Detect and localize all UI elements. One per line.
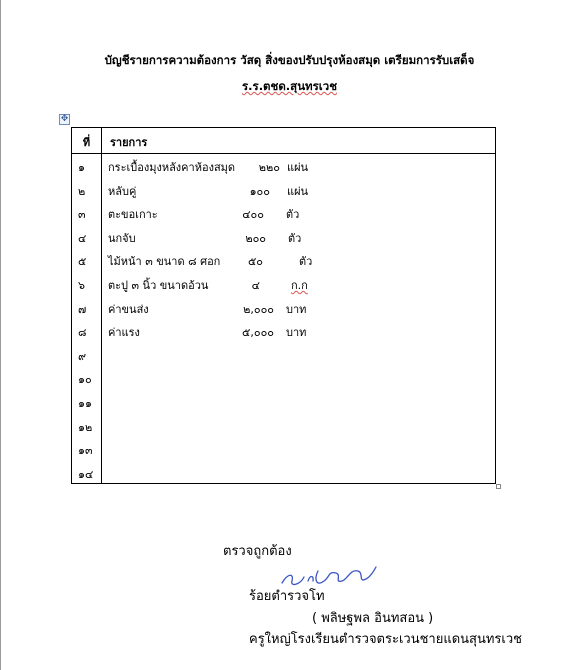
row-unit: บาท	[286, 302, 307, 316]
school-name	[0, 78, 579, 96]
row-quantity: ๔	[251, 279, 260, 292]
row-quantity: ๒,๐๐๐	[243, 302, 274, 316]
row-unit: ก.ก	[291, 279, 308, 292]
row-quantity: ๔๐๐	[242, 208, 264, 222]
row-unit: แผ่น	[287, 184, 309, 198]
row-unit: ตัว	[288, 231, 302, 245]
header-divider	[72, 153, 495, 154]
table-row	[72, 441, 495, 464]
row-quantity: ๒๒๐	[258, 161, 280, 174]
table-move-handle-icon[interactable]: ✥	[60, 114, 69, 124]
row-quantity: ๑๐๐	[249, 184, 270, 198]
row-item: นกจับ	[108, 231, 136, 245]
row-item: ค่าแรง	[108, 326, 140, 340]
column-header-item: รายการ	[110, 136, 148, 149]
table-row	[72, 370, 495, 393]
row-number: ๑๐	[78, 373, 92, 387]
row-number: ๑๔	[78, 467, 94, 481]
row-number: ๘	[78, 326, 87, 340]
row-number: ๕	[78, 255, 87, 269]
signer-name	[312, 607, 433, 628]
table-row	[72, 252, 495, 275]
row-item: ไม้หน้า ๓ ขนาด ๘ ศอก	[108, 255, 221, 269]
row-unit: ตัว	[299, 255, 313, 269]
row-number: ๑๑	[78, 397, 92, 410]
table-row	[72, 205, 495, 228]
row-item: ค่าขนส่ง	[108, 302, 149, 316]
signer-position: ครูใหญ่โรงเรียนตำรวจตระเวนชายแดนสุนทรเวช	[249, 632, 522, 647]
row-number: ๓	[78, 208, 86, 222]
signer-name-text: ( พลิษฐพล อินทสอน )	[312, 611, 434, 626]
row-unit: ตัว	[286, 208, 300, 222]
row-number: ๙	[78, 349, 87, 363]
row-number: ๗	[78, 302, 87, 316]
row-item: ตะขอเกาะ	[108, 208, 158, 222]
table-row	[72, 300, 495, 323]
row-quantity: ๕,๐๐๐	[242, 326, 274, 340]
table-row	[72, 465, 495, 488]
column-header-no: ที่	[82, 136, 91, 149]
table-row	[72, 182, 495, 205]
row-number: ๑๒	[78, 420, 93, 434]
table-row	[72, 276, 495, 299]
row-number: ๖	[78, 279, 85, 292]
school-name-text: ร.ร.ตชด.สุนทรเวช	[241, 79, 338, 93]
row-number: ๒	[78, 184, 86, 198]
row-item: กระเบื้องมุงหลังคาห้องสมุด	[108, 161, 236, 174]
document-title: บัญชีรายการความต้องการ วัสดุ สิ่งของปรับปรุงห้องสมุด เตรียมการรับเสด็จ	[104, 53, 475, 67]
row-number: ๑	[78, 161, 85, 174]
items-table	[71, 127, 496, 484]
row-quantity: ๒๐๐	[245, 231, 266, 245]
verified-label: ตรวจถูกต้อง	[223, 544, 292, 559]
row-item: หลับคู่	[108, 184, 137, 198]
page-edge	[0, 0, 1, 670]
table-resize-handle[interactable]	[496, 484, 501, 489]
row-item: ตะปู ๓ นิ้ว ขนาดอ้วน	[108, 279, 209, 292]
row-number: ๑๓	[78, 444, 93, 458]
table-row	[72, 394, 495, 417]
row-quantity: ๕๐	[247, 255, 263, 269]
row-unit: แผ่น	[287, 161, 309, 174]
table-row	[72, 347, 495, 370]
row-unit: บาท	[286, 326, 307, 340]
table-row	[72, 323, 495, 346]
table-row	[72, 229, 495, 252]
table-row	[72, 158, 495, 181]
table-row	[72, 418, 495, 441]
row-number: ๔	[78, 231, 87, 245]
signer-rank: ร้อยตำรวจโท	[249, 589, 325, 604]
